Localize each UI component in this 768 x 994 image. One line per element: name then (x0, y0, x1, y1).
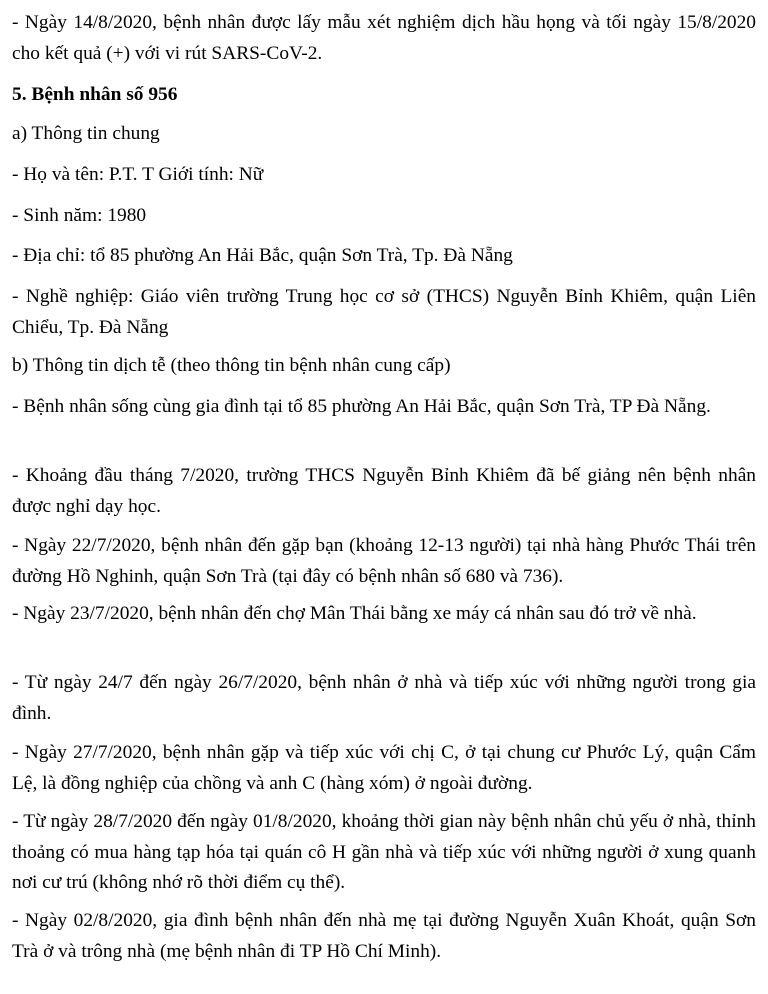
paragraph-market-visit: - Ngày 23/7/2020, bệnh nhân đến chợ Mân Thái bằng xe máy cá nhân sau đó trở về nhà. (12, 603, 697, 624)
paragraph-mother-house: - Ngày 02/8/2020, gia đình bệnh nhân đến nhà mẹ tại đường Nguyễn Xuân Khoát, quận Sơn Trà ở và trông nhà (mẹ bệnh nhân đi TP Hồ Chí Minh). (12, 910, 756, 962)
paragraph-contact-c: - Ngày 27/7/2020, bệnh nhân gặp và tiếp xúc với chị C, ở tại chung cư Phước Lý, quận Cẩm Lệ, là đồng nghiệp của chồng và anh C (hàng xóm) ở ngoài đường. (12, 742, 756, 794)
paragraph-at-home: - Từ ngày 24/7 đến ngày 26/7/2020, bệnh nhân ở nhà và tiếp xúc với những người trong gia đình. (12, 672, 756, 724)
subheading-epidemiology: b) Thông tin dịch tễ (theo thông tin bệnh nhân cung cấp) (12, 355, 451, 376)
paragraph-restaurant-visit: - Ngày 22/7/2020, bệnh nhân đến gặp bạn (khoảng 12-13 người) tại nhà hàng Phước Thái trên đường Hồ Nghinh, quận Sơn Trà (tại đây có bệnh nhân số 680 và 736). (12, 535, 756, 587)
paragraph-residence: - Bệnh nhân sống cùng gia đình tại tổ 85 phường An Hải Bắc, quận Sơn Trà, TP Đà Nẵng. (12, 396, 711, 417)
paragraph-address: - Địa chỉ: tổ 85 phường An Hải Bắc, quận Sơn Trà, Tp. Đà Nẵng (12, 245, 513, 266)
paragraph-name-gender: - Họ và tên: P.T. T Giới tính: Nữ (12, 164, 264, 185)
paragraph-test-result: - Ngày 14/8/2020, bệnh nhân được lấy mẫu xét nghiệm dịch hầu họng và tối ngày 15/8/2020 cho kết quả (+) với vi rút SARS-CoV-2. (12, 12, 756, 64)
paragraph-occupation: - Nghề nghiệp: Giáo viên trường Trung học cơ sở (THCS) Nguyễn Bỉnh Khiêm, quận Liên Chiểu, Tp. Đà Nẵng (12, 286, 756, 338)
section-heading-patient-956: 5. Bệnh nhân số 956 (12, 84, 178, 105)
paragraph-school-closing: - Khoảng đầu tháng 7/2020, trường THCS Nguyễn Bỉnh Khiêm đã bế giảng nên bệnh nhân được nghỉ dạy học. (12, 465, 756, 517)
paragraph-grocery: - Từ ngày 28/7/2020 đến ngày 01/8/2020, khoảng thời gian này bệnh nhân chủ yếu ở nhà, thỉnh thoảng có mua hàng tạp hóa tại quán cô H gần nhà và tiếp xúc với những người ở xung quanh nơi cư trú (không nhớ rõ thời điểm cụ thể). (12, 811, 756, 893)
paragraph-birth-year: - Sinh năm: 1980 (12, 205, 147, 226)
subheading-general-info: a) Thông tin chung (12, 123, 160, 144)
